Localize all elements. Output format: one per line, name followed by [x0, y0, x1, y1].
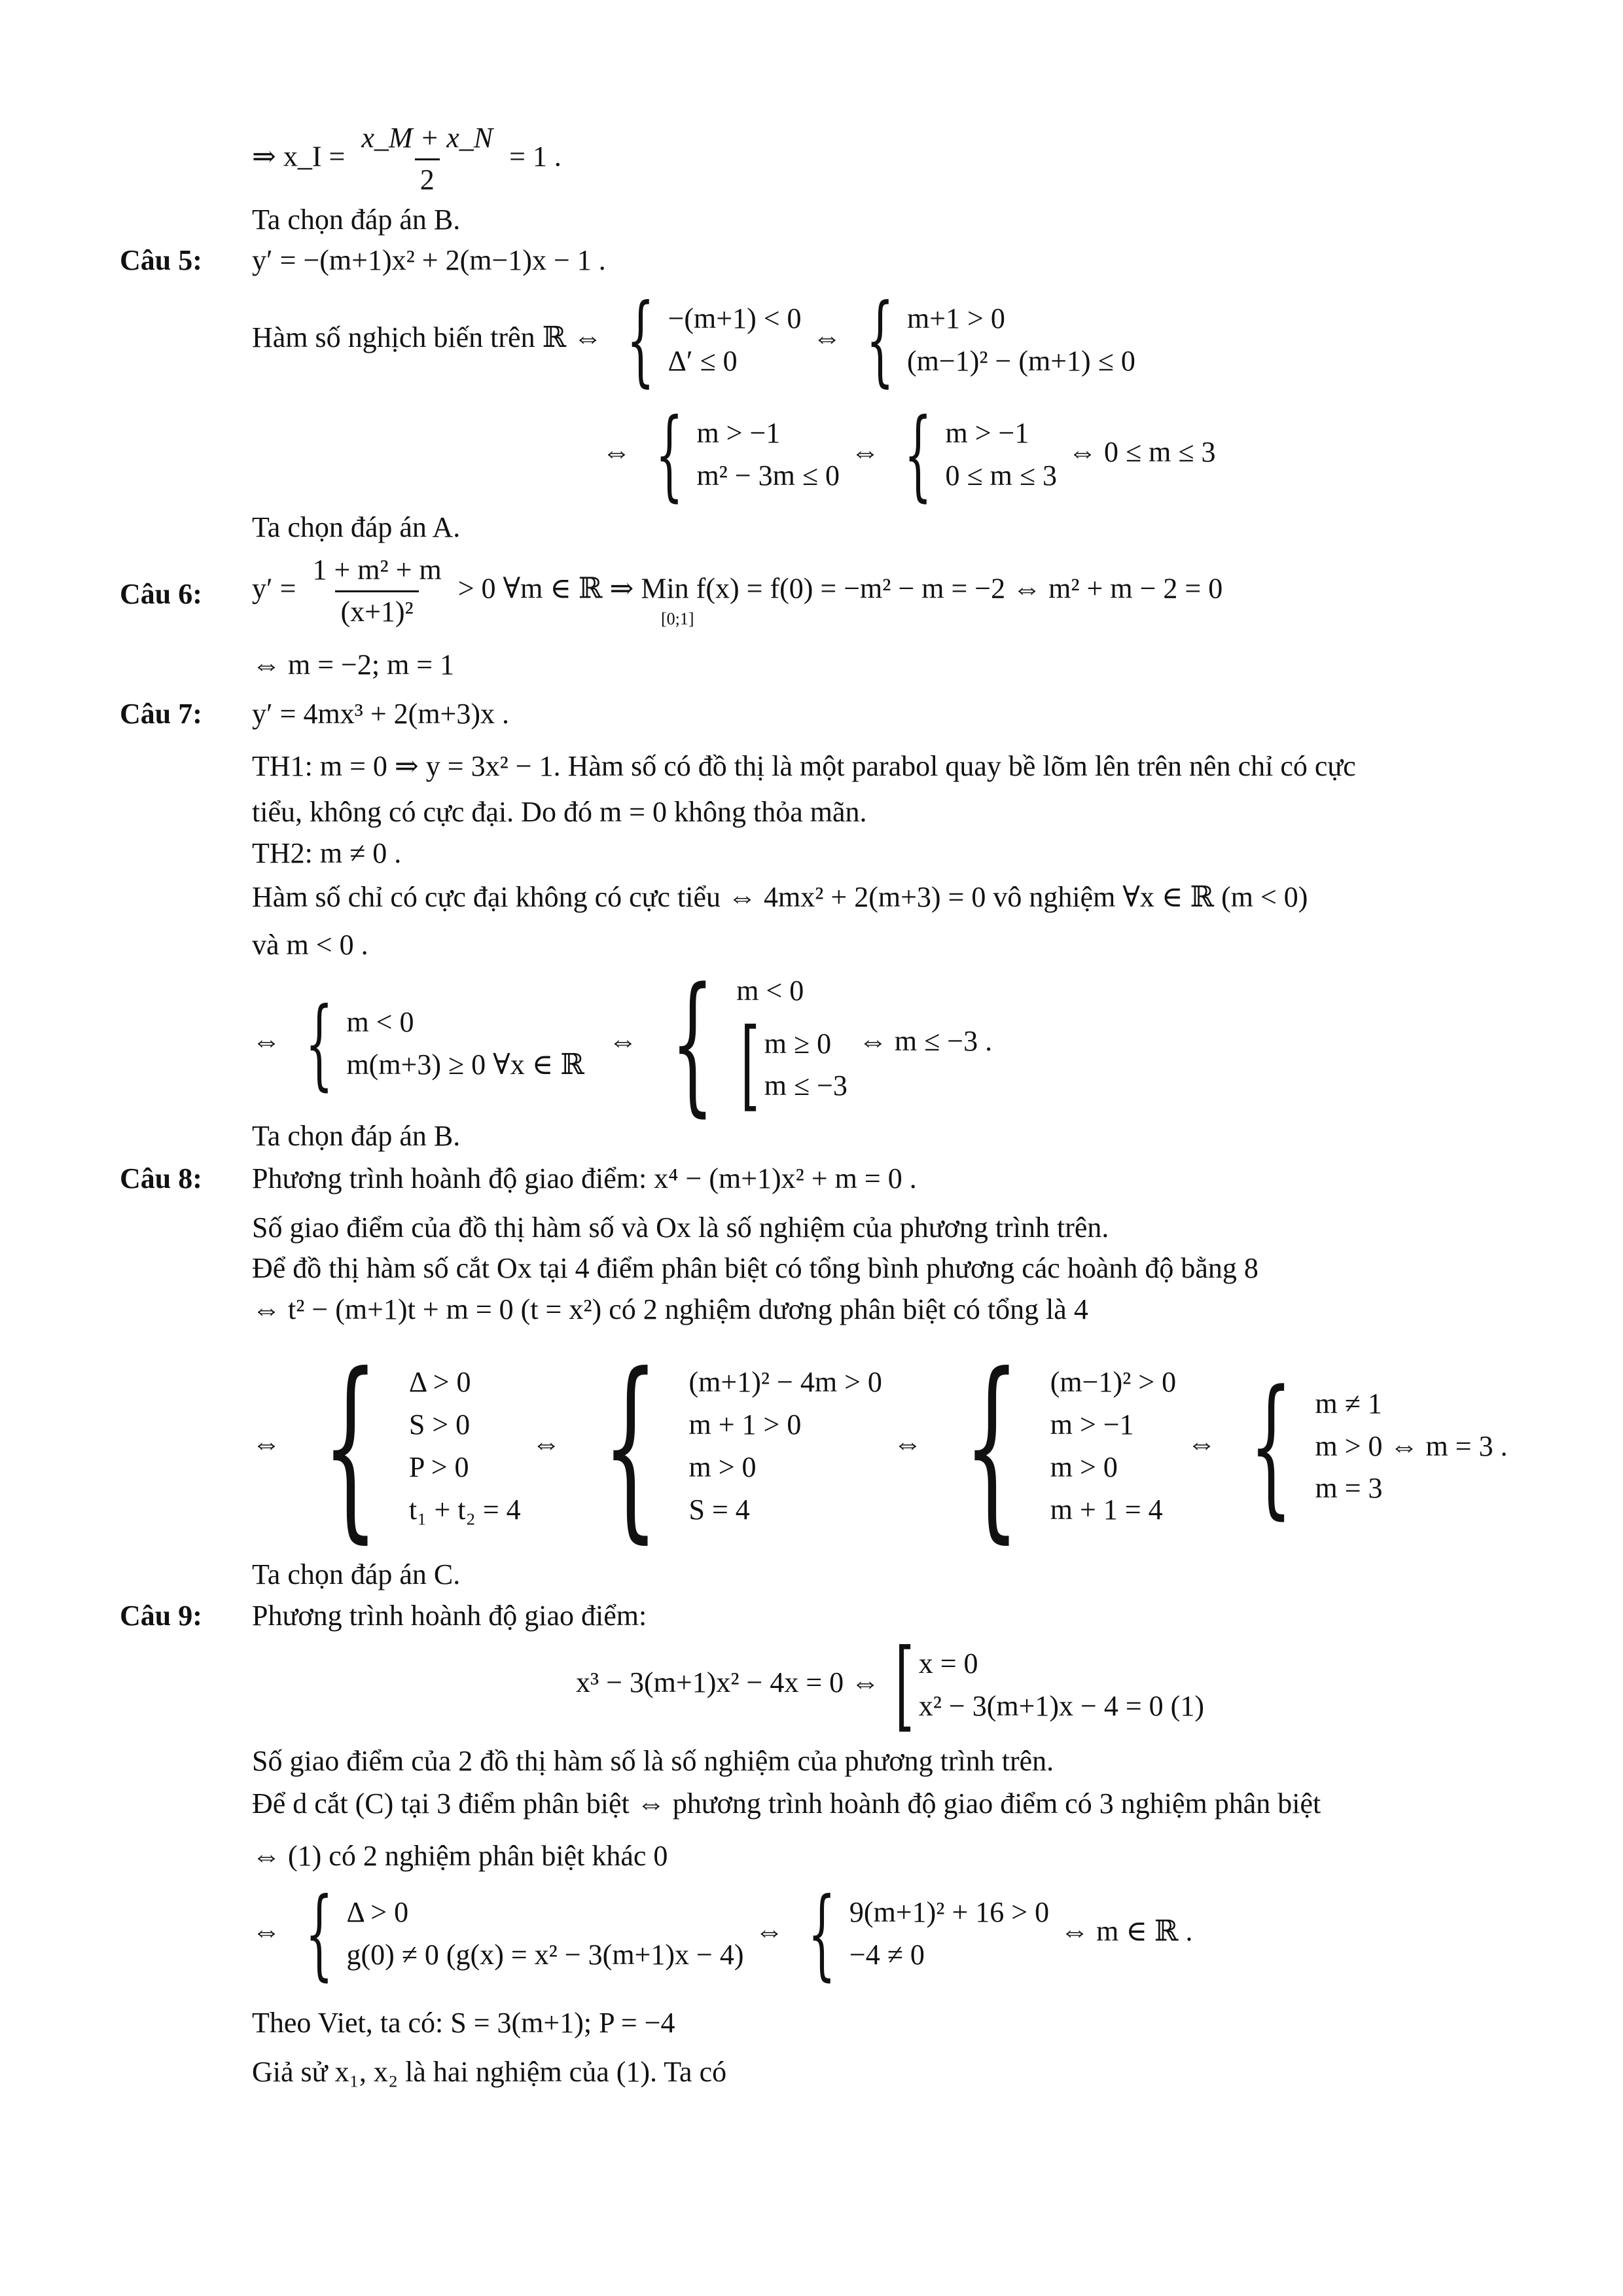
brace-icon: { — [671, 956, 714, 1131]
system-line: m ≠ 1 — [1315, 1387, 1382, 1420]
cau6-equation — [252, 553, 1222, 630]
bracket-group — [736, 1008, 847, 1122]
answer-line: Ta chọn đáp án B. — [252, 1120, 461, 1152]
system-1 — [613, 283, 802, 397]
cau9-eq-lhs: x³ − 3(m+1)x² − 4x = 0 ⇔ — [576, 1666, 880, 1699]
system-line: −(m+1) < 0 — [668, 302, 802, 335]
min-subscript: [0;1] — [661, 609, 694, 628]
brace-icon: { — [305, 1877, 334, 1991]
system-line: 0 ≤ m ≤ 3 — [945, 459, 1058, 492]
brace-icon: { — [1249, 1359, 1293, 1534]
question-label-7: Câu 7: — [120, 698, 202, 730]
cau9-result: ⇔ m ∈ ℝ . — [1060, 1915, 1193, 1948]
question-label-5: Câu 5: — [120, 244, 202, 276]
cau5-result: ⇔ 0 ≤ m ≤ 3 — [1068, 436, 1216, 469]
cau7-condition: Hàm số chỉ có cực đại không có cực tiểu ⇔ 4mx² + 2(m+3) = 0 vô nghiệm ∀x ∈ ℝ (m < 0) — [252, 881, 1308, 913]
system-line: m < 0 — [346, 1006, 414, 1039]
system-line: S = 4 — [688, 1493, 750, 1526]
system-line: Δ′ ≤ 0 — [668, 345, 738, 377]
system-b — [794, 1877, 1050, 1991]
question-label-8: Câu 8: — [120, 1162, 202, 1194]
cau9-line2: Số giao điểm của 2 đồ thị hàm số là số nghiệm của phương trình trên. — [252, 1745, 1054, 1777]
system-line: x = 0 — [918, 1647, 978, 1680]
answer-line: Ta chọn đáp án A. — [252, 511, 461, 543]
system-line: Δ > 0 — [346, 1896, 409, 1929]
fraction-numerator: 1 + m² + m — [312, 554, 442, 586]
system-3 — [933, 1332, 1177, 1560]
system-line: g(0) ≠ 0 (g(x) = x² − 3(m+1)x − 4) — [346, 1939, 744, 1971]
formula-lhs: ⇒ x_I = — [252, 140, 346, 173]
cau8-systems: ⇔ { Δ > 0 S > 0 P > 0 t₁ + t₂ = 4 ⇔ { (m+1)² − 4m > 0 m + 1 > 0 m > 0 S = 4 ⇔ { (m−1)² > 0 m > −1 m > 0 m + 1 = 4 ⇔ { m ≠ 1 m > 0 ⇔ m = 3 . m = 3 — [252, 1332, 1508, 1560]
system-line: m(m+3) ≥ 0 ∀x ∈ ℝ — [346, 1049, 584, 1081]
cau9-line3: Để d cắt (C) tại 3 điểm phân biệt ⇔ phương trình hoành độ giao điểm có 3 nghiệm phân biệt — [252, 1787, 1321, 1820]
bracket-icon: [ — [895, 1628, 915, 1742]
system-line: Δ > 0 — [408, 1366, 471, 1399]
cau9-systems: ⇔ { Δ > 0 g(0) ≠ 0 (g(x) = x² − 3(m+1)x − 4) ⇔ { 9(m+1)² + 16 > 0 −4 ≠ 0 ⇔ m ∈ ℝ . — [252, 1877, 1193, 1991]
brace-icon: { — [808, 1877, 836, 1991]
system-line: x² − 3(m+1)x − 4 = 0 (1) — [918, 1690, 1204, 1722]
cau8-line3: Để đồ thị hàm số cắt Ox tại 4 điểm phân biệt có tổng bình phương các hoành độ bằng 8 — [252, 1252, 1258, 1284]
system-line: m ≤ −3 — [764, 1069, 847, 1102]
system-line: m > 0 — [1050, 1451, 1118, 1483]
cau6-lhs: y′ = — [252, 572, 296, 605]
cau8-line4: ⇔ t² − (m+1)t + m = 0 (t = x²) có 2 nghiệm dương phân biệt có tổng là 4 — [252, 1293, 1088, 1325]
cau7-result: ⇔ m ≤ −3 . — [858, 1025, 993, 1058]
system-line: m > 0 ⇔ m = 3 . — [1315, 1429, 1508, 1462]
brace-icon: { — [963, 1332, 1020, 1560]
system-1 — [292, 1332, 521, 1560]
answer-line: Ta chọn đáp án B. — [252, 204, 461, 236]
brace-icon: { — [655, 398, 684, 512]
system-line: m ≥ 0 — [764, 1027, 832, 1060]
midpoint-formula — [252, 121, 562, 198]
system-a — [292, 1877, 744, 1991]
system-line: m < 0 — [736, 974, 804, 1007]
system-line: m² − 3m ≤ 0 — [696, 459, 840, 492]
system-2 — [572, 1332, 882, 1560]
cau9-equation — [576, 1628, 1208, 1742]
system-3 — [642, 398, 840, 512]
system-line: m > −1 — [696, 417, 781, 450]
fraction-denominator: (x+1)² — [335, 590, 418, 630]
system-a — [292, 987, 584, 1101]
bracket-group — [891, 1628, 1204, 1742]
question-label-9: Câu 9: — [120, 1600, 202, 1632]
system-line: t₁ + t₂ = 4 — [408, 1493, 521, 1526]
system-line: (m+1)² − 4m > 0 — [688, 1366, 882, 1399]
system-line: m + 1 = 4 — [1050, 1493, 1163, 1526]
system-line: m > −1 — [945, 417, 1029, 450]
cau5-step2: ⇔ { m > −1 m² − 3m ≤ 0 ⇔ { m > −1 0 ≤ m ≤ 3 ⇔ 0 ≤ m ≤ 3 — [602, 398, 1216, 512]
brace-icon: { — [626, 283, 655, 397]
system-4 — [891, 398, 1058, 512]
system-line: m > −1 — [1050, 1408, 1134, 1441]
brace-icon: { — [322, 1332, 379, 1560]
system-line: m+1 > 0 — [907, 302, 1005, 335]
system-line: P > 0 — [408, 1451, 469, 1483]
brace-icon: { — [305, 987, 334, 1101]
brace-icon: { — [865, 283, 894, 397]
cau8-line1: Phương trình hoành độ giao điểm: x⁴ − (m+1)x² + m = 0 . — [252, 1162, 917, 1194]
formula-rhs: = 1 . — [509, 140, 562, 173]
cau9-line1: Phương trình hoành độ giao điểm: — [252, 1600, 647, 1632]
system-2 — [853, 283, 1135, 397]
system-line: m > 0 — [688, 1451, 757, 1483]
system-line: m + 1 > 0 — [688, 1408, 802, 1441]
fraction — [307, 553, 446, 630]
cau7-th1-cont: tiểu, không có cực đại. Do đó m = 0 không thỏa mãn. — [252, 796, 867, 828]
cau5-condition: Hàm số nghịch biến trên ℝ ⇔ { −(m+1) < 0 Δ′ ≤ 0 ⇔ { m+1 > 0 (m−1)² − (m+1) ≤ 0 — [252, 283, 1135, 397]
cau9-line4: ⇔ (1) có 2 nghiệm phân biệt khác 0 — [252, 1840, 668, 1872]
cau7-th2: TH2: m ≠ 0 . — [252, 837, 402, 869]
cau5-text: Hàm số nghịch biến trên ℝ ⇔ — [252, 321, 603, 354]
system-4 — [1227, 1359, 1508, 1534]
cau9-viet: Theo Viet, ta có: S = 3(m+1); P = −4 — [252, 2007, 675, 2039]
cau7-systems: ⇔ { m < 0 m(m+3) ≥ 0 ∀x ∈ ℝ ⇔ { m < 0 [ m ≥ 0 m ≤ −3 ⇔ m ≤ −3 . — [252, 956, 993, 1131]
system-line: S > 0 — [408, 1408, 471, 1441]
fraction-denominator: 2 — [415, 158, 440, 198]
system-line: (m−1)² − (m+1) ≤ 0 — [907, 345, 1135, 377]
cau6-rhs: > 0 ∀m ∈ ℝ ⇒ Min f(x) = f(0) = −m² − m = −2 ⇔ m² + m − 2 = 0 — [457, 572, 1223, 605]
cau6-solution: ⇔ m = −2; m = 1 — [252, 649, 455, 681]
cau7-derivative: y′ = 4mx³ + 2(m+3)x . — [252, 698, 510, 730]
bracket-icon: [ — [740, 1008, 760, 1122]
fraction — [356, 121, 498, 198]
system-line: 9(m+1)² + 16 > 0 — [849, 1896, 1050, 1929]
system-b — [649, 956, 847, 1131]
system-line: m = 3 — [1315, 1472, 1383, 1505]
fraction-numerator: x_M + x_N — [361, 122, 493, 154]
cau7-th1: TH1: m = 0 ⇒ y = 3x² − 1. Hàm số có đồ thị là một parabol quay bề lõm lên trên nên chỉ có cực — [252, 750, 1356, 782]
answer-line: Ta chọn đáp án C. — [252, 1558, 461, 1590]
system-line: (m−1)² > 0 — [1050, 1366, 1177, 1399]
brace-icon: { — [904, 398, 933, 512]
cau8-line2: Số giao điểm của đồ thị hàm số và Ox là số nghiệm của phương trình trên. — [252, 1211, 1109, 1244]
cau5-derivative: y′ = −(m+1)x² + 2(m−1)x − 1 . — [252, 244, 606, 276]
system-line: −4 ≠ 0 — [849, 1939, 925, 1971]
cau7-condition-cont: và m < 0 . — [252, 929, 368, 961]
brace-icon: { — [602, 1332, 659, 1560]
question-label-6: Câu 6: — [120, 578, 202, 610]
cau9-last: Giả sử x₁, x₂ là hai nghiệm của (1). Ta có — [252, 2056, 727, 2088]
